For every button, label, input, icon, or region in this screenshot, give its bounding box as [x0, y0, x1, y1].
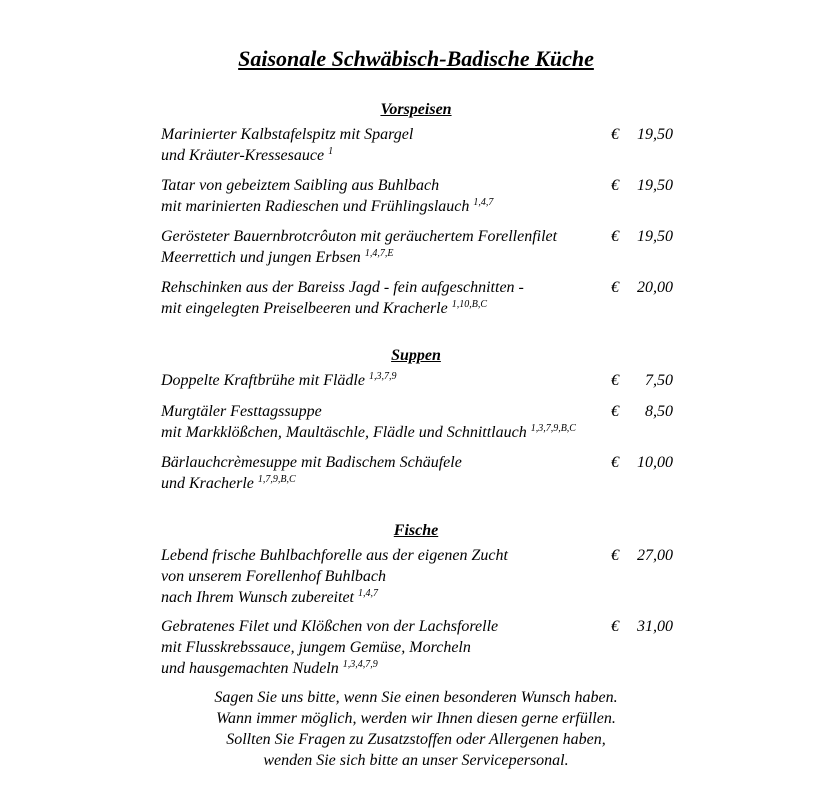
price	[611, 277, 673, 298]
allergen-codes: 1,4,7	[358, 588, 378, 599]
menu-item	[161, 370, 673, 391]
allergen-codes: 1,7,9,B,C	[257, 474, 296, 485]
currency-symbol: €	[611, 403, 619, 420]
price-value: 19,50	[637, 228, 673, 245]
item-line	[161, 247, 673, 268]
menu-item	[161, 616, 673, 679]
service-note-line: Sollten Sie Fragen zu Zusatzstoffen oder Allergenen haben,	[226, 731, 606, 748]
menu-item	[161, 545, 673, 608]
item-line: Bärlauchcrèmesuppe mit Badischem Schäufele	[161, 454, 462, 471]
price	[611, 370, 673, 391]
item-line-text: mit Markklößchen, Maultäschle, Flädle und Schnittlauch	[161, 424, 527, 441]
currency-symbol: €	[611, 279, 619, 296]
price-value: 20,00	[637, 279, 673, 296]
menu-item	[161, 401, 673, 443]
item-line: Lebend frische Buhlbachforelle aus der eigenen Zucht	[161, 547, 508, 564]
item-line	[161, 370, 673, 391]
item-line-text: Doppelte Kraftbrühe mit Flädle	[161, 372, 365, 389]
price	[611, 401, 673, 422]
item-line: Tatar von gebeiztem Saibling aus Buhlbach	[161, 177, 440, 194]
service-note-line: wenden Sie sich bitte an unser Servicepersonal.	[263, 752, 569, 769]
item-line	[161, 422, 673, 443]
menu-item	[161, 226, 673, 268]
allergen-codes: 1,4,7	[473, 197, 494, 208]
currency-symbol: €	[611, 454, 619, 471]
item-line	[161, 298, 673, 319]
price-value: 19,50	[637, 126, 673, 143]
section-heading-suppen: Suppen	[391, 347, 441, 364]
allergen-codes: 1,4,7,E	[364, 248, 394, 259]
item-line-text: nach Ihrem Wunsch zubereitet	[161, 589, 354, 606]
currency-symbol: €	[611, 126, 619, 143]
price-value: 8,50	[645, 403, 673, 420]
item-line-text: mit marinierten Radieschen und Frühlingslauch	[161, 198, 470, 215]
item-line-text: und Kräuter-Kressesauce	[161, 147, 325, 164]
item-line	[161, 473, 673, 494]
price	[611, 452, 673, 473]
allergen-codes: 1,10,B,C	[451, 299, 488, 310]
menu-item	[161, 277, 673, 319]
item-line-text: Meerrettich und jungen Erbsen	[161, 249, 361, 266]
currency-symbol: €	[611, 618, 619, 635]
price-value: 27,00	[637, 547, 673, 564]
page-title: Saisonale Schwäbisch-Badische Küche	[238, 46, 594, 71]
menu-item	[161, 124, 673, 166]
price	[611, 616, 673, 637]
allergen-codes: 1	[328, 146, 334, 157]
item-line: Rehschinken aus der Bareiss Jagd - fein aufgeschnitten -	[161, 279, 524, 296]
currency-symbol: €	[611, 228, 619, 245]
item-line: Gebratenes Filet und Klößchen von der Lachsforelle	[161, 618, 499, 635]
menu-item	[161, 452, 673, 494]
price	[611, 175, 673, 196]
price-value: 10,00	[637, 454, 673, 471]
item-line	[161, 196, 673, 217]
price	[611, 124, 673, 145]
item-line-text: mit eingelegten Preiselbeeren und Kracherle	[161, 300, 448, 317]
allergen-codes: 1,3,7,9,B,C	[530, 423, 576, 434]
item-line: Murgtäler Festtagssuppe	[161, 403, 322, 420]
section-heading-fische: Fische	[393, 522, 439, 539]
item-line	[161, 145, 673, 166]
price-value: 31,00	[637, 618, 673, 635]
allergen-codes: 1,3,4,7,9	[342, 659, 378, 670]
service-note-line: Wann immer möglich, werden wir Ihnen diesen gerne erfüllen.	[216, 710, 616, 727]
section-heading-vorspeisen: Vorspeisen	[380, 101, 452, 118]
item-line: mit Flusskrebssauce, jungem Gemüse, Morcheln	[161, 639, 471, 656]
price	[611, 226, 673, 247]
item-line-text: und Kracherle	[161, 475, 254, 492]
currency-symbol: €	[611, 547, 619, 564]
service-note	[0, 687, 832, 771]
price-value: 7,50	[645, 372, 673, 389]
price-value: 19,50	[637, 177, 673, 194]
item-line: Gerösteter Bauernbrotcrôuton mit geräuchertem Forellenfilet	[161, 228, 558, 245]
allergen-codes: 1,3,7,9	[368, 371, 397, 382]
price	[611, 545, 673, 566]
item-line: von unserem Forellenhof Buhlbach	[161, 568, 386, 585]
service-note-line: Sagen Sie uns bitte, wenn Sie einen besonderen Wunsch haben.	[214, 689, 618, 706]
item-line-text: und hausgemachten Nudeln	[161, 660, 339, 677]
menu-item	[161, 175, 673, 217]
currency-symbol: €	[611, 372, 619, 389]
item-line: Marinierter Kalbstafelspitz mit Spargel	[161, 126, 414, 143]
item-line	[161, 658, 673, 679]
item-line	[161, 587, 673, 608]
currency-symbol: €	[611, 177, 619, 194]
